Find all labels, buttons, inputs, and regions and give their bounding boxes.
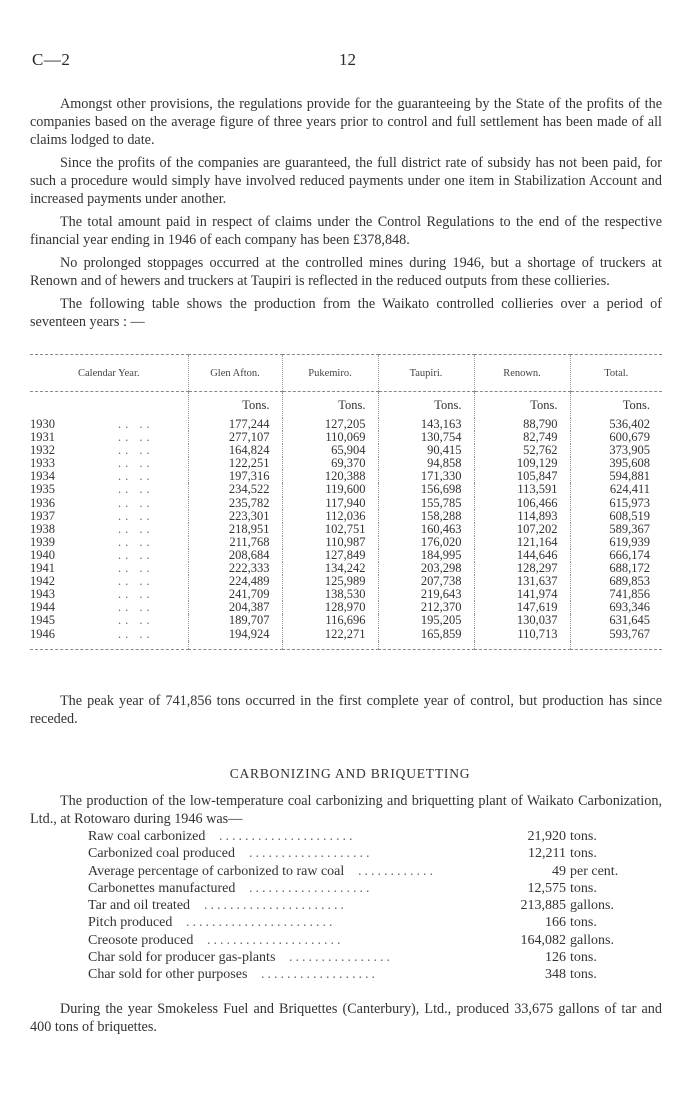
peak-text (30, 692, 662, 733)
value-cell: 138,530 (282, 588, 378, 601)
value-cell: 241,709 (188, 588, 282, 601)
item-unit: tons. (570, 950, 597, 966)
value-cell: 52,762 (474, 444, 570, 457)
paragraph: During the year Smokeless Fuel and Briquettes (Canterbury), Ltd., produced 33,675 gallons of tar and 400 tons of briquettes. (30, 1001, 662, 1035)
item-label: Carbonized coal produced (88, 846, 235, 862)
carb-intro (30, 792, 662, 833)
paragraph: Amongst other provisions, the regulations provide for the guaranteeing by the State of the profits of the companies based on the average figure of three years prior to control and full settlement has been made of all claims lodged to date. (30, 96, 662, 148)
spacer-cell (282, 641, 378, 650)
item-label: Char sold for other purposes (88, 967, 248, 983)
list-item (88, 949, 668, 966)
spacer-cell (188, 641, 282, 650)
item-unit: gallons. (570, 898, 614, 914)
leader-dots: .. .. (118, 482, 154, 497)
value-cell: 693,346 (570, 601, 662, 614)
value-cell: 689,853 (570, 575, 662, 588)
value-cell: 594,881 (570, 470, 662, 483)
year-cell: 1940 .. .. (30, 547, 154, 562)
year-cell: 1931 .. .. (30, 430, 154, 445)
value-cell: 688,172 (570, 562, 662, 575)
value-cell: 234,522 (188, 483, 282, 496)
value-cell: 203,298 (378, 562, 474, 575)
value-cell: 222,333 (188, 562, 282, 575)
table-row (30, 497, 662, 510)
value-cell: 110,713 (474, 628, 570, 641)
value-cell: 121,164 (474, 536, 570, 549)
item-value: 12,575 (527, 880, 566, 896)
list-item (88, 845, 668, 862)
leader-dots: ..................... (219, 829, 356, 844)
leader-dots: .. .. (118, 495, 154, 510)
year-cell: 1935 .. .. (30, 482, 154, 497)
value-cell: 156,698 (378, 483, 474, 496)
value-cell: 147,619 (474, 601, 570, 614)
production-table-wrap (30, 354, 662, 650)
item-value: 21,920 (527, 829, 566, 844)
value-cell: 160,463 (378, 523, 474, 536)
leader-dots: .. .. (118, 534, 154, 549)
table-header-row (30, 355, 662, 392)
paragraph: Since the profits of the companies are guaranteed, the full district rate of subsidy has not been paid, for such a procedure would simply have involved reduced payments under one item in Stabilization Account and increased payments under another. (30, 155, 662, 207)
closing-text (30, 1000, 662, 1041)
value-cell: 608,519 (570, 510, 662, 523)
value-cell: 223,301 (188, 510, 282, 523)
page-number: 12 (339, 50, 356, 69)
value-cell: 102,751 (282, 523, 378, 536)
column-header: Renown. (474, 355, 570, 392)
item-value: 164,082 (520, 932, 566, 948)
value-cell: 120,388 (282, 470, 378, 483)
list-item (88, 897, 668, 914)
value-cell: 224,489 (188, 575, 282, 588)
spacer-cell (30, 641, 188, 650)
leader-dots: .. .. (118, 561, 154, 576)
value-cell: 134,242 (282, 562, 378, 575)
leader-dots: ................... (249, 846, 373, 862)
leader-dots: .. .. (118, 456, 154, 471)
table-row (30, 523, 662, 536)
spacer-cell (570, 641, 662, 650)
value-cell: 194,924 (188, 628, 282, 641)
column-header: Total. (570, 355, 662, 392)
year-cell: 1933 .. .. (30, 456, 154, 471)
year-cell: 1939 .. .. (30, 534, 154, 549)
value-cell: 130,754 (378, 431, 474, 444)
item-label: Raw coal carbonized (88, 829, 206, 844)
value-cell: 69,370 (282, 457, 378, 470)
year-cell: 1945 .. .. (30, 613, 154, 628)
item-value: 348 (545, 967, 566, 983)
item-label: Pitch produced (88, 915, 173, 931)
value-cell: 127,205 (282, 418, 378, 431)
value-cell: 207,738 (378, 575, 474, 588)
leader-dots: ................ (289, 950, 393, 966)
value-cell: 218,951 (188, 523, 282, 536)
year-cell: 1943 .. .. (30, 587, 154, 602)
value-cell: 373,905 (570, 444, 662, 457)
item-unit: tons. (570, 829, 597, 844)
value-cell: 110,069 (282, 431, 378, 444)
item-value: 166 (545, 915, 566, 931)
value-cell: 189,707 (188, 614, 282, 627)
list-item (88, 914, 668, 931)
value-cell: 204,387 (188, 601, 282, 614)
unit-cell: Tons. (188, 392, 282, 419)
page-reference: C—2 (32, 50, 71, 69)
value-cell: 395,608 (570, 457, 662, 470)
value-cell: 589,367 (570, 523, 662, 536)
item-unit: tons. (570, 967, 597, 983)
leader-dots: ............ (358, 863, 436, 879)
list-item (88, 966, 668, 983)
value-cell: 631,645 (570, 614, 662, 627)
value-cell: 176,020 (378, 536, 474, 549)
table-row (30, 628, 662, 641)
column-header: Taupiri. (378, 355, 474, 392)
year-cell: 1930 .. .. (30, 417, 154, 431)
leader-dots: .. .. (118, 443, 154, 458)
value-cell: 212,370 (378, 601, 474, 614)
table-body (30, 392, 662, 650)
item-value: 126 (545, 950, 566, 966)
value-cell: 122,271 (282, 628, 378, 641)
year-cell: 1934 .. .. (30, 469, 154, 484)
value-cell: 143,163 (378, 418, 474, 431)
value-cell: 114,893 (474, 510, 570, 523)
item-unit: per cent. (570, 863, 619, 879)
unit-cell (30, 392, 188, 419)
value-cell: 125,989 (282, 575, 378, 588)
item-unit: tons. (570, 915, 597, 931)
leader-dots: .. .. (118, 521, 154, 536)
year-cell: 1941 .. .. (30, 561, 154, 576)
unit-cell: Tons. (378, 392, 474, 419)
list-item (88, 863, 668, 880)
intro-text (30, 95, 662, 336)
leader-dots: .. .. (118, 574, 154, 589)
value-cell: 177,244 (188, 418, 282, 431)
value-cell: 600,679 (570, 431, 662, 444)
value-cell: 219,643 (378, 588, 474, 601)
leader-dots: .. .. (118, 626, 154, 641)
value-cell: 128,970 (282, 601, 378, 614)
leader-dots: .. .. (118, 587, 154, 602)
table-row (30, 510, 662, 523)
value-cell: 119,600 (282, 483, 378, 496)
leader-dots: ..................... (207, 932, 344, 948)
value-cell: 113,591 (474, 483, 570, 496)
value-cell: 195,205 (378, 614, 474, 627)
item-value: 49 (552, 863, 566, 879)
value-cell: 131,637 (474, 575, 570, 588)
unit-cell: Tons. (570, 392, 662, 419)
value-cell: 164,824 (188, 444, 282, 457)
paragraph: The total amount paid in respect of claims under the Control Regulations to the end of the respective financial year ending in 1946 of each company has been £378,848. (30, 214, 662, 248)
value-cell: 110,987 (282, 536, 378, 549)
paragraph: The following table shows the production from the Waikato controlled collieries over a period of seventeen years : — (30, 296, 662, 330)
value-cell: 619,939 (570, 536, 662, 549)
value-cell: 127,849 (282, 549, 378, 562)
leader-dots: ................... (249, 880, 373, 896)
value-cell: 624,411 (570, 483, 662, 496)
unit-cell: Tons. (282, 392, 378, 419)
value-cell: 277,107 (188, 431, 282, 444)
table-spacer-row (30, 641, 662, 650)
value-cell: 197,316 (188, 470, 282, 483)
leader-dots: .. .. (118, 508, 154, 523)
value-cell: 593,767 (570, 628, 662, 641)
table-row (30, 614, 662, 627)
value-cell: 141,974 (474, 588, 570, 601)
leader-dots: .. .. (118, 613, 154, 628)
value-cell: 235,782 (188, 497, 282, 510)
item-value: 12,211 (528, 846, 566, 862)
leader-dots: .. .. (118, 417, 154, 431)
value-cell: 109,129 (474, 457, 570, 470)
spacer-cell (474, 641, 570, 650)
value-cell: 65,904 (282, 444, 378, 457)
column-header: Glen Afton. (188, 355, 282, 392)
paragraph: The production of the low-temperature coal carbonizing and briquetting plant of Waikato Carbonization, Ltd., at Rotowaro during 1946 was— (30, 793, 662, 827)
value-cell: 128,297 (474, 562, 570, 575)
table-row (30, 483, 662, 496)
value-cell: 615,973 (570, 497, 662, 510)
value-cell: 130,037 (474, 614, 570, 627)
year-cell: 1932 .. .. (30, 443, 154, 458)
year-cell: 1942 .. .. (30, 574, 154, 589)
value-cell: 105,847 (474, 470, 570, 483)
paragraph: The peak year of 741,856 tons occurred in the first complete year of control, but production has since receded. (30, 693, 662, 727)
value-cell: 158,288 (378, 510, 474, 523)
leader-dots: .. .. (118, 600, 154, 615)
item-label: Carbonettes manufactured (88, 880, 236, 896)
year-cell: 1936 .. .. (30, 495, 154, 510)
item-label: Tar and oil treated (88, 898, 191, 914)
value-cell: 122,251 (188, 457, 282, 470)
year-cell: 1937 .. .. (30, 508, 154, 523)
paragraph: No prolonged stoppages occurred at the controlled mines during 1946, but a shortage of truckers at Renown and of hewers and truckers at Taupiri is reflected in the reduced outputs from these collieries. (30, 255, 662, 289)
item-unit: tons. (570, 846, 597, 862)
item-label: Char sold for producer gas-plants (88, 950, 276, 966)
value-cell: 82,749 (474, 431, 570, 444)
unit-cell: Tons. (474, 392, 570, 419)
item-label: Creosote produced (88, 932, 194, 948)
item-value: 213,885 (520, 898, 566, 914)
year-cell: 1938 .. .. (30, 521, 154, 536)
item-label: Average percentage of carbonized to raw coal (88, 863, 345, 879)
value-cell: 536,402 (570, 418, 662, 431)
carbonizing-list (88, 828, 668, 984)
leader-dots: .. .. (118, 469, 154, 484)
column-header: Calendar Year. (30, 355, 188, 392)
value-cell: 106,466 (474, 497, 570, 510)
value-cell: 741,856 (570, 588, 662, 601)
leader-dots: ...................... (204, 898, 347, 914)
value-cell: 666,174 (570, 549, 662, 562)
spacer-cell (378, 641, 474, 650)
list-item (88, 828, 668, 845)
leader-dots: .................. (261, 967, 378, 983)
table-row (30, 536, 662, 549)
value-cell: 88,790 (474, 418, 570, 431)
value-cell: 184,995 (378, 549, 474, 562)
section-heading: CARBONIZING AND BRIQUETTING (229, 766, 471, 781)
list-item (88, 932, 668, 949)
year-cell: 1946 .. .. (30, 626, 154, 641)
leader-dots: .. .. (118, 547, 154, 562)
production-table (30, 354, 662, 650)
value-cell: 165,859 (378, 628, 474, 641)
leader-dots: .. .. (118, 430, 154, 445)
year-cell: 1944 .. .. (30, 600, 154, 615)
value-cell: 107,202 (474, 523, 570, 536)
item-unit: gallons. (570, 932, 614, 948)
value-cell: 112,036 (282, 510, 378, 523)
value-cell: 211,768 (188, 536, 282, 549)
value-cell: 155,785 (378, 497, 474, 510)
units-row (30, 392, 662, 419)
value-cell: 171,330 (378, 470, 474, 483)
column-header: Pukemiro. (282, 355, 378, 392)
value-cell: 90,415 (378, 444, 474, 457)
value-cell: 94,858 (378, 457, 474, 470)
leader-dots: ....................... (186, 915, 336, 931)
value-cell: 117,940 (282, 497, 378, 510)
value-cell: 144,646 (474, 549, 570, 562)
list-item (88, 880, 668, 897)
value-cell: 116,696 (282, 614, 378, 627)
value-cell: 208,684 (188, 549, 282, 562)
item-unit: tons. (570, 880, 597, 896)
